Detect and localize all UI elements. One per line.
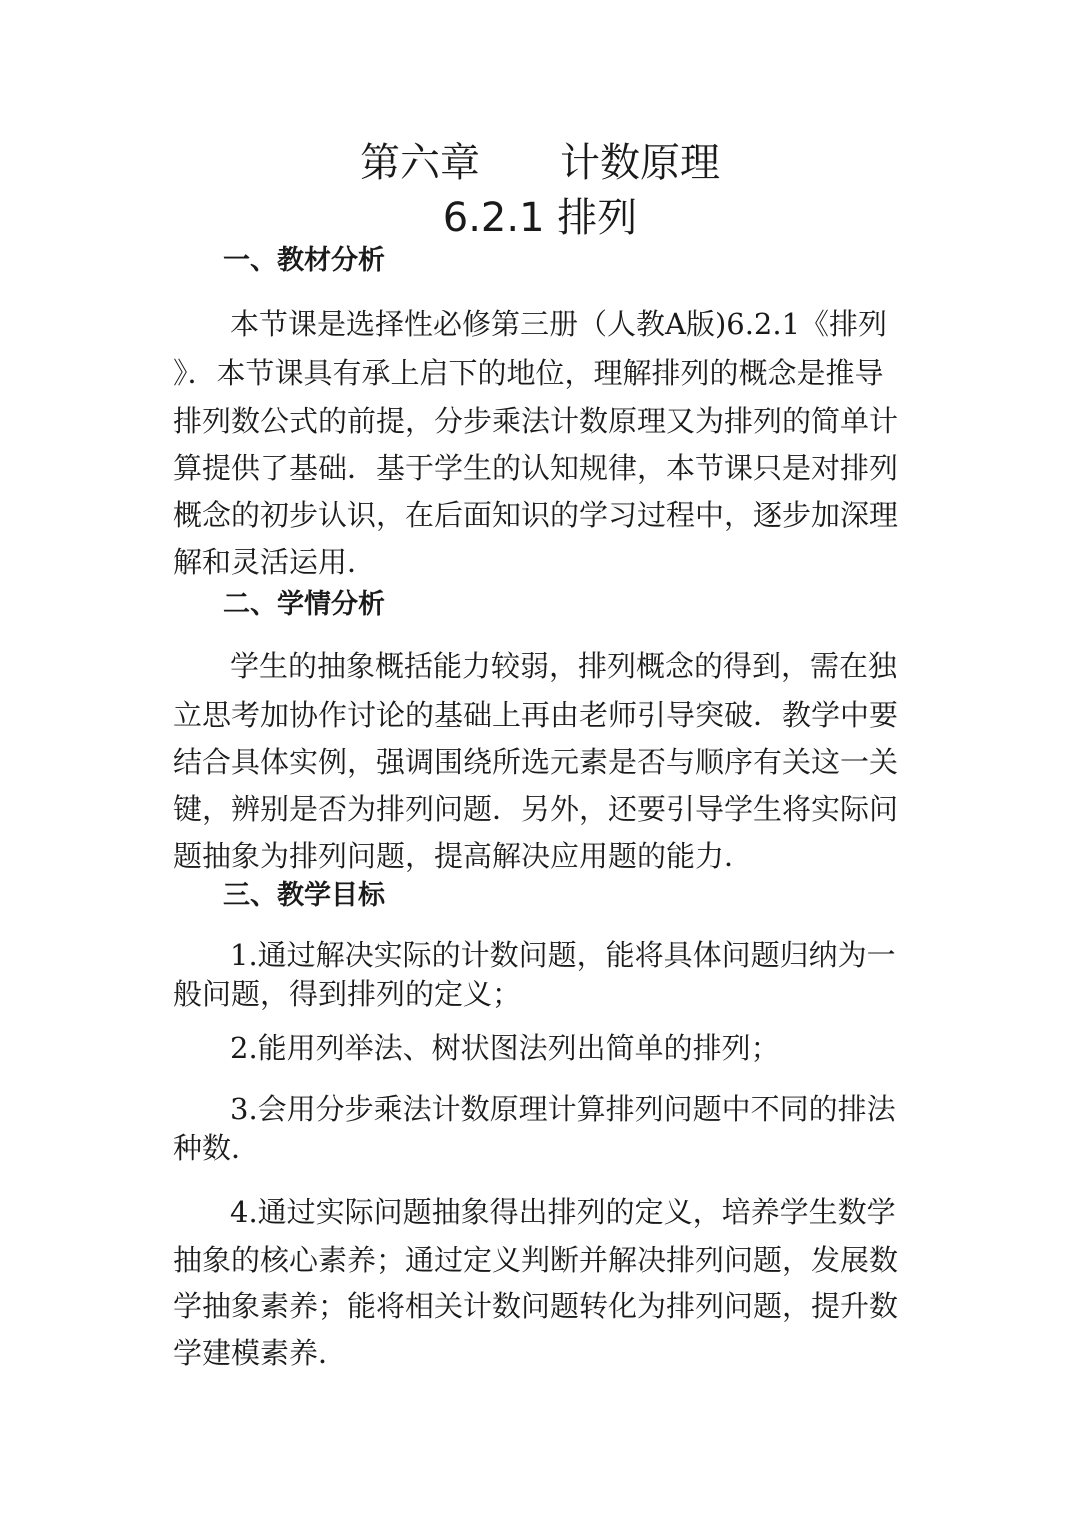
paragraph-line: 键，辨别是否为排列问题．另外，还要引导学生将实际问 (173, 792, 899, 826)
paragraph-line: 概念的初步认识，在后面知识的学习过程中，逐步加深理 (173, 498, 899, 532)
paragraph-line: 本节课是选择性必修第三册（人教A版)6.2.1《排列 (230, 307, 888, 341)
heading-textbook-analysis: 一、教材分析 (223, 245, 385, 276)
section-title: 6.2.1 排列 (442, 195, 638, 241)
goal-item-4-line: 抽象的核心素养；通过定义判断并解决排列问题，发展数 (173, 1243, 899, 1277)
paragraph-line: 立思考加协作讨论的基础上再由老师引导突破．教学中要 (173, 698, 899, 732)
paragraph-line: 》．本节课具有承上启下的地位，理解排列的概念是推导 (173, 356, 884, 390)
goal-item-4-line: 学抽象素养；能将相关计数问题转化为排列问题，提升数 (173, 1289, 899, 1323)
goal-item-2-line: 2.能用列举法、树状图法列出简单的排列； (230, 1031, 780, 1065)
goal-item-1-line: 般问题，得到排列的定义； (173, 977, 522, 1011)
heading-teaching-goals: 三、教学目标 (223, 880, 385, 911)
goal-item-4-line: 学建模素养． (173, 1336, 348, 1370)
goal-item-4-line: 4.通过实际问题抽象得出排列的定义，培养学生数学 (230, 1195, 896, 1229)
paragraph-line: 解和灵活运用． (173, 545, 377, 579)
paragraph-line: 结合具体实例，强调围绕所选元素是否与顺序有关这一关 (173, 745, 899, 779)
paragraph-line: 算提供了基础．基于学生的认知规律，本节课只是对排列 (173, 451, 899, 485)
heading-student-analysis: 二、学情分析 (223, 589, 385, 620)
chapter-title: 第六章 计数原理 (360, 140, 720, 186)
goal-item-3-line: 种数． (173, 1131, 261, 1165)
paragraph-line: 排列数公式的前提，分步乘法计数原理又为排列的简单计 (173, 404, 899, 438)
goal-item-3-line: 3.会用分步乘法计数原理计算排列问题中不同的排法 (230, 1092, 896, 1126)
goal-item-1-line: 1.通过解决实际的计数问题，能将具体问题归纳为一 (230, 938, 896, 972)
paragraph-line: 题抽象为排列问题，提高解决应用题的能力． (173, 839, 754, 873)
paragraph-line: 学生的抽象概括能力较弱，排列概念的得到，需在独 (230, 649, 898, 683)
